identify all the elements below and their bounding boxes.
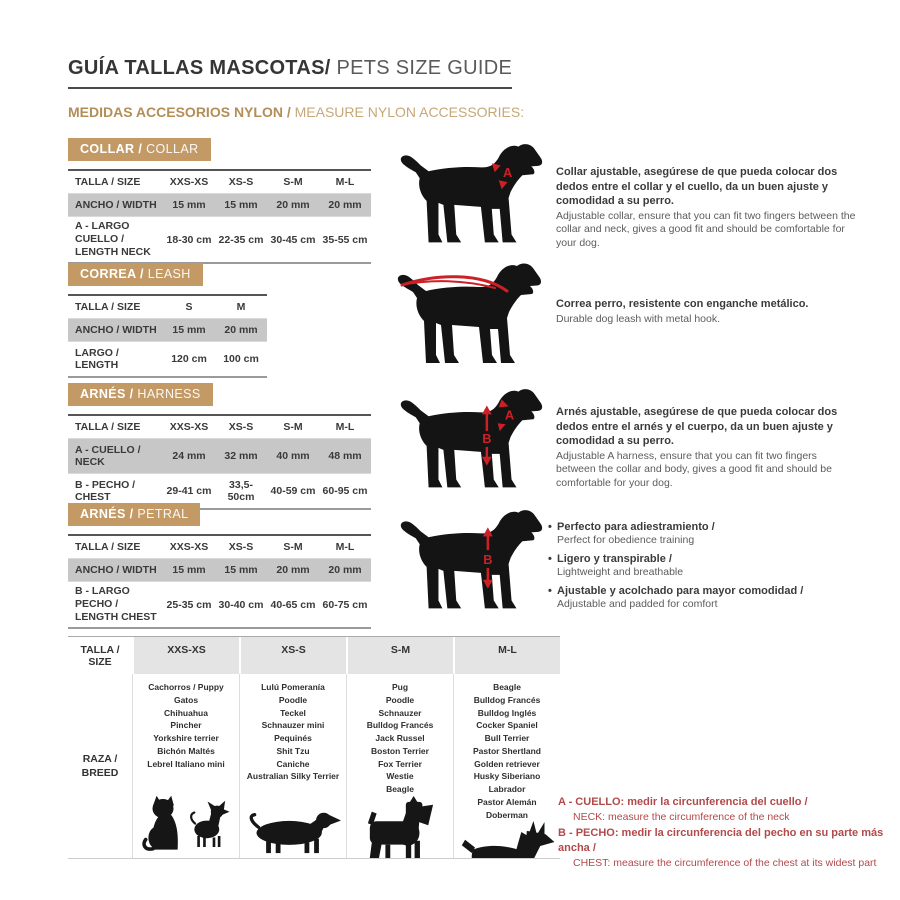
breed-header-size: TALLA / SIZE [68, 637, 132, 674]
collar-dog-illustration [396, 140, 554, 250]
harness-arrow-up-icon [482, 405, 492, 414]
breed-name: Bulldog Francés [473, 694, 541, 705]
collar-heading [68, 138, 211, 161]
row-label: A - CUELLO / NECK [68, 439, 163, 474]
breed-name: Chihuahua [164, 707, 208, 718]
collar-header-m-l: M-L [319, 170, 371, 194]
leash-description [556, 297, 858, 326]
silhouette-row [142, 794, 231, 856]
breed-name: Australian Silky Terrier [246, 771, 340, 782]
harness-section [68, 383, 371, 510]
breed-name: Bichón Maltés [157, 745, 215, 756]
breed-table [68, 636, 560, 859]
breed-name: Pequinés [274, 733, 312, 743]
page-subtitle [68, 104, 524, 120]
breed-name: Schnauzer mini [261, 720, 325, 731]
cell-value: 15 mm [215, 194, 267, 217]
breed-row-label-en: BREED [81, 767, 119, 779]
harness-header-row [68, 415, 371, 439]
breed-name: Lulú Pomeranía [261, 682, 325, 692]
leash-width-row [68, 319, 267, 342]
harness-header-xs-s: XS-S [215, 415, 267, 439]
dog-silhouette [401, 510, 542, 608]
row-label-line1: B - LARGO PECHO / [75, 585, 130, 611]
breed-row-label-es: RAZA / [82, 752, 118, 765]
breed-table-header [68, 636, 560, 674]
bullet-icon: • [548, 521, 552, 533]
collar-label-a: A [502, 165, 513, 181]
cell-value: 20 mm [319, 559, 371, 582]
petral-label-b: B [483, 551, 493, 567]
note-b-en: CHEST: measure the circumference of the chest at its widest part [573, 856, 877, 869]
cell-value: 30-40 cm [215, 582, 267, 629]
cell-value: 40-65 cm [267, 582, 319, 629]
breed-cell-m-l [453, 674, 560, 858]
leash-length-row [68, 342, 267, 378]
collar-table [68, 169, 371, 264]
harness-heading [68, 383, 213, 406]
page-title [68, 57, 512, 89]
leash-heading-es: CORREA / [80, 267, 144, 281]
row-label: B - PECHO / CHEST [68, 474, 163, 510]
breed-name: Boston Terrier [371, 745, 429, 756]
breed-cell-xxs-xs [132, 674, 239, 858]
breed-header-m-l: M-L [453, 637, 560, 674]
breed-name: Cachorros / Puppy [148, 682, 224, 692]
collar-header-xs-s: XS-S [215, 170, 267, 194]
breed-list [147, 681, 224, 770]
breed-name: Beagle [386, 784, 414, 794]
cell-value: 120 cm [163, 342, 215, 378]
row-label: ANCHO / WIDTH [68, 194, 163, 217]
leash-desc-es: Correa perro, resistente con enganche metálico. [556, 298, 809, 310]
petral-header-m-l: M-L [319, 535, 371, 559]
breed-name: Cocker Spaniel [476, 720, 538, 731]
breed-name: Lebrel Italiano mini [147, 758, 225, 769]
breed-name: Shit Tzu [276, 745, 310, 756]
breed-name: Bull Terrier [484, 733, 530, 743]
silhouette-row [245, 806, 341, 856]
petral-header-row [68, 535, 371, 559]
feature-es: • Ajustable y acolchado para mayor comodidad / [548, 584, 804, 597]
page-title-en: PETS SIZE GUIDE [330, 57, 513, 79]
breed-name: Pastor Shertland [472, 745, 542, 756]
dog-silhouette [401, 144, 542, 242]
harness-desc-es: Arnés ajustable, asegúrese de que pueda colocar dos dedos entre el arnés y el cuerpo, da un buen ajuste y comodidad a su perro. [556, 406, 838, 448]
feature-en: Perfect for obedience training [557, 534, 695, 547]
breed-table-body [68, 674, 560, 859]
doberman-silhouette [459, 821, 555, 858]
breed-name: Jack Russel [375, 733, 425, 743]
cell-value: 35-55 cm [319, 217, 371, 264]
row-label-line1: A - LARGO CUELLO / [75, 220, 130, 246]
collar-header-row [68, 170, 371, 194]
row-label: ANCHO / WIDTH [68, 559, 163, 582]
collar-description [556, 165, 858, 251]
petral-features [548, 520, 864, 616]
collar-width-row [68, 194, 371, 217]
harness-heading-es: ARNÉS / [80, 387, 134, 401]
breed-header-xs-s: XS-S [239, 637, 346, 674]
petral-heading-es: ARNÉS / [80, 507, 134, 521]
collar-section [68, 138, 371, 264]
breed-name: Doberman [485, 809, 529, 820]
cell-value: 40-59 cm [267, 474, 319, 510]
row-label-line2: LENGTH NECK [75, 246, 151, 259]
cell-value: 24 mm [163, 439, 215, 474]
cell-value: 33,5-50cm [215, 474, 267, 510]
leash-header-s: S [163, 295, 215, 319]
leash-section [68, 263, 267, 378]
breed-name: Beagle [493, 682, 521, 692]
collar-desc-en: Adjustable collar, ensure that you can fit two fingers between the collar and neck, gives a good fit and should be comfortable for your dog. [556, 209, 856, 250]
silhouette-row [459, 821, 555, 858]
harness-header-m-l: M-L [319, 415, 371, 439]
petral-header-xs-s: XS-S [215, 535, 267, 559]
petral-heading-en: PETRAL [133, 507, 189, 521]
note-a-es: A - CUELLO: medir la circunferencia del cuello / [558, 796, 808, 808]
breed-name: Teckel [280, 707, 306, 718]
breed-name: Fox Terrier [378, 758, 422, 769]
breed-cell-xs-s [239, 674, 346, 858]
breed-header-s-m: S-M [346, 637, 453, 674]
harness-desc-en: Adjustable A harness, ensure that you can fit two fingers between the collar and body, gives a good fit and should be comfortable for your dog. [556, 449, 832, 490]
leash-header-row [68, 295, 267, 319]
collar-heading-en: COLLAR [142, 142, 199, 156]
cell-value: 20 mm [267, 194, 319, 217]
breed-name: Caniche [276, 758, 310, 769]
collar-desc-es: Collar ajustable, asegúrese de que pueda colocar dos dedos entre el collar y el cuello, da un buen ajuste y comodidad a su perro. [556, 166, 838, 208]
cell-value: 20 mm [215, 319, 267, 342]
harness-header-size: TALLA / SIZE [68, 415, 163, 439]
cell-value: 22-35 cm [215, 217, 267, 264]
cell-value: 48 mm [319, 439, 371, 474]
row-label: ANCHO / WIDTH [68, 319, 163, 342]
collar-neck-row [68, 217, 371, 264]
collar-header-size: TALLA / SIZE [68, 170, 163, 194]
petral-section [68, 503, 371, 629]
breed-header-xxs-xs: XXS-XS [132, 637, 239, 674]
bullet-icon: • [548, 584, 552, 597]
leash-header-size: TALLA / SIZE [68, 295, 163, 319]
harness-header-xxs-xs: XXS-XS [163, 415, 215, 439]
feature-es: • Perfecto para adiestramiento / [548, 521, 715, 533]
breed-list [247, 681, 339, 783]
feature-es: • Ligero y transpirable / [548, 552, 672, 565]
cell-value: 15 mm [215, 559, 267, 582]
breed-name: Pastor Alemán [477, 796, 537, 807]
harness-header-s-m: S-M [267, 415, 319, 439]
harness-table [68, 414, 371, 510]
breed-cell-s-m [346, 674, 453, 858]
petral-header-s-m: S-M [267, 535, 319, 559]
feature-item [548, 520, 864, 548]
row-label [68, 217, 163, 264]
leash-heading-en: LEASH [143, 267, 191, 281]
harness-label-a: A [504, 407, 515, 423]
breed-name: Poodle [278, 694, 308, 705]
feature-item [548, 552, 864, 580]
cell-value: 15 mm [163, 559, 215, 582]
cell-value: 32 mm [215, 439, 267, 474]
harness-label-b: B [482, 430, 492, 446]
petral-chest-row [68, 582, 371, 629]
dog-silhouette [401, 389, 542, 487]
silhouette-row [361, 796, 439, 858]
feature-en: Lightweight and breathable [557, 566, 684, 579]
petral-header-xxs-xs: XXS-XS [163, 535, 215, 559]
chihuahua-silhouette [187, 794, 231, 856]
petral-dog-illustration [396, 504, 554, 618]
leash-desc-en: Durable dog leash with metal hook. [556, 312, 721, 325]
cell-value: 100 cm [215, 342, 267, 378]
harness-heading-en: HARNESS [133, 387, 201, 401]
row-label [68, 582, 163, 629]
breed-name: Gatos [173, 694, 199, 705]
breed-name: Schnauzer [378, 707, 422, 718]
page-subtitle-en: MEASURE NYLON ACCESSORIES: [290, 104, 525, 120]
cell-value: 29-41 cm [163, 474, 215, 510]
measuring-notes [558, 795, 890, 872]
schnauzer-silhouette [361, 796, 439, 858]
breed-row-label [82, 752, 119, 780]
harness-description [556, 405, 858, 491]
breed-row-label-cell [68, 674, 132, 858]
feature-item [548, 584, 864, 612]
cell-value: 20 mm [319, 194, 371, 217]
breed-name: Poodle [385, 694, 415, 705]
leash-header-m: M [215, 295, 267, 319]
leash-heading [68, 263, 203, 286]
cell-value: 15 mm [163, 194, 215, 217]
breed-list [367, 681, 434, 796]
breed-name: Yorkshire terrier [153, 733, 219, 743]
breed-name: Golden retriever [474, 758, 540, 769]
breed-name: Pincher [170, 720, 202, 731]
cell-value: 30-45 cm [267, 217, 319, 264]
petral-width-row [68, 559, 371, 582]
harness-dog-illustration [396, 384, 554, 496]
collar-header-s-m: S-M [267, 170, 319, 194]
breed-name: Pug [391, 682, 409, 692]
collar-header-xxs-xs: XXS-XS [163, 170, 215, 194]
breed-name: Westie [386, 771, 414, 782]
breed-name: Labrador [488, 784, 526, 794]
row-label: LARGO / LENGTH [68, 342, 163, 378]
cell-value: 40 mm [267, 439, 319, 474]
cell-value: 20 mm [267, 559, 319, 582]
harness-neck-row [68, 439, 371, 474]
cell-value: 25-35 cm [163, 582, 215, 629]
dachshund-silhouette [245, 806, 341, 856]
breed-name: Husky Siberiano [473, 771, 541, 782]
cell-value: 18-30 cm [163, 217, 215, 264]
petral-heading [68, 503, 200, 526]
page-title-es: GUÍA TALLAS MASCOTAS/ [68, 57, 331, 79]
cell-value: 60-75 cm [319, 582, 371, 629]
breed-list [473, 681, 541, 821]
collar-heading-es: COLLAR / [80, 142, 143, 156]
page-subtitle-es: MEDIDAS ACCESORIOS NYLON / [68, 104, 291, 120]
petral-table [68, 534, 371, 629]
petral-header-size: TALLA / SIZE [68, 535, 163, 559]
note-b-es: B - PECHO: medir la circunferencia del pecho en su parte más ancha / [558, 827, 884, 854]
breed-name: Bulldog Inglés [477, 707, 537, 718]
cell-value: 60-95 cm [319, 474, 371, 510]
bullet-icon: • [548, 552, 552, 565]
row-label-line2: LENGTH CHEST [75, 611, 157, 624]
cat-silhouette [142, 794, 184, 856]
note-a-en: NECK: measure the circumference of the neck [573, 810, 790, 823]
cell-value: 15 mm [163, 319, 215, 342]
feature-en: Adjustable and padded for comfort [557, 598, 718, 611]
leash-dog-illustration [392, 260, 554, 370]
breed-name: Bulldog Francés [366, 720, 434, 731]
leash-table [68, 294, 267, 378]
